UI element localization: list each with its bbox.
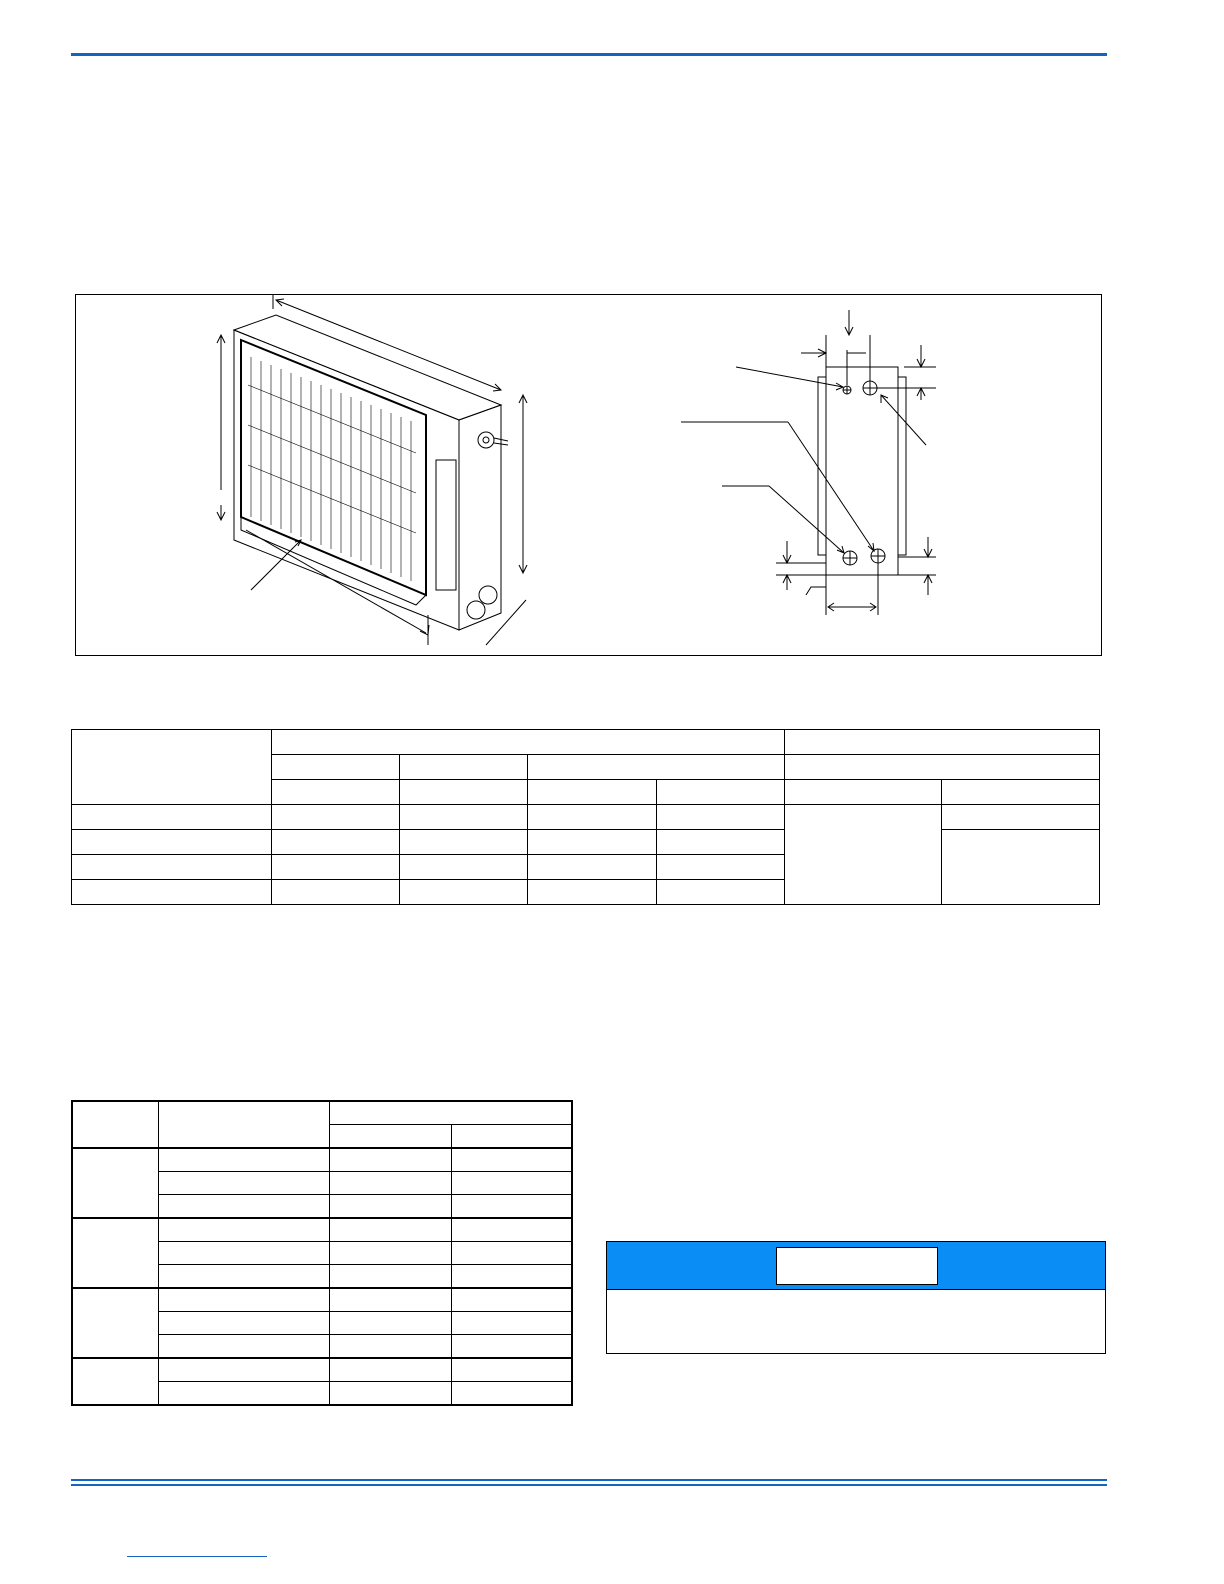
table-cell <box>72 805 272 830</box>
table-cell <box>72 855 272 880</box>
table-cell <box>528 855 657 880</box>
footer-link-underline[interactable] <box>127 1556 267 1557</box>
application-table <box>71 1100 573 1406</box>
table-cell <box>329 1265 451 1289</box>
table1-subheader <box>528 755 785 780</box>
table-cell <box>400 880 528 905</box>
table-cell <box>451 1312 572 1335</box>
table-cell <box>329 1335 451 1359</box>
table2-subheader <box>451 1125 572 1149</box>
table-cell <box>158 1172 329 1195</box>
table2-header <box>158 1101 329 1148</box>
table1-subheader <box>272 755 400 780</box>
table-cell <box>329 1242 451 1265</box>
header-rule <box>71 53 1107 56</box>
table-cell <box>451 1218 572 1242</box>
table1-subheader <box>785 755 1100 780</box>
table-cell <box>451 1172 572 1195</box>
table-cell <box>942 805 1100 830</box>
table-cell <box>158 1288 329 1312</box>
table-cell <box>451 1335 572 1359</box>
table1-colhead <box>400 780 528 805</box>
coil-drawing <box>76 295 1103 657</box>
table-cell <box>451 1265 572 1289</box>
table-cell <box>272 830 400 855</box>
table-cell <box>657 880 785 905</box>
table1-colhead <box>942 780 1100 805</box>
table1-subheader <box>400 755 528 780</box>
table-cell <box>329 1382 451 1406</box>
table-cell <box>272 805 400 830</box>
table-cell <box>158 1218 329 1242</box>
table-cell <box>785 805 942 905</box>
table-cell <box>158 1148 329 1172</box>
table-cell <box>329 1195 451 1219</box>
table2-subheader <box>329 1125 451 1149</box>
table-cell <box>451 1288 572 1312</box>
coil-dimension-figure <box>75 294 1102 656</box>
table-cell <box>72 880 272 905</box>
footer-rule <box>71 1484 1107 1486</box>
coil-dimensions-table <box>71 729 1100 905</box>
table-cell <box>400 830 528 855</box>
table-cell <box>329 1148 451 1172</box>
table-cell <box>329 1312 451 1335</box>
table-cell <box>272 855 400 880</box>
table-cell <box>400 805 528 830</box>
table-cell <box>72 1218 158 1288</box>
table-cell <box>451 1195 572 1219</box>
table-cell <box>158 1195 329 1219</box>
table-cell <box>451 1382 572 1406</box>
table-cell <box>158 1265 329 1289</box>
table1-colhead <box>528 780 657 805</box>
table-cell <box>329 1288 451 1312</box>
notice-label <box>776 1247 938 1285</box>
table-cell <box>158 1335 329 1359</box>
footer-rule <box>71 1479 1107 1481</box>
table-cell <box>158 1358 329 1382</box>
table-cell <box>657 855 785 880</box>
table-cell <box>272 880 400 905</box>
table2-header <box>72 1101 158 1148</box>
table-cell <box>451 1358 572 1382</box>
notice-header <box>607 1242 1105 1290</box>
table-cell <box>72 830 272 855</box>
table-cell <box>158 1242 329 1265</box>
table-cell <box>329 1218 451 1242</box>
table-cell <box>528 830 657 855</box>
table1-colhead <box>657 780 785 805</box>
table-cell <box>72 1148 158 1218</box>
table-cell <box>942 830 1100 905</box>
table-cell <box>158 1382 329 1406</box>
table1-header-connections <box>785 730 1100 755</box>
table1-header-model <box>72 730 272 805</box>
table-cell <box>528 805 657 830</box>
table-cell <box>158 1312 329 1335</box>
table-cell <box>72 1288 158 1358</box>
table-cell <box>451 1242 572 1265</box>
table1-header-dimensions <box>272 730 785 755</box>
table1-colhead <box>785 780 942 805</box>
table-cell <box>400 855 528 880</box>
table-cell <box>657 830 785 855</box>
notice-box <box>606 1241 1106 1354</box>
table-cell <box>329 1358 451 1382</box>
table-cell <box>451 1148 572 1172</box>
table-cell <box>72 1358 158 1405</box>
table1-colhead <box>272 780 400 805</box>
table-cell <box>329 1172 451 1195</box>
table-cell <box>528 880 657 905</box>
table-cell <box>657 805 785 830</box>
table2-header <box>329 1101 572 1125</box>
